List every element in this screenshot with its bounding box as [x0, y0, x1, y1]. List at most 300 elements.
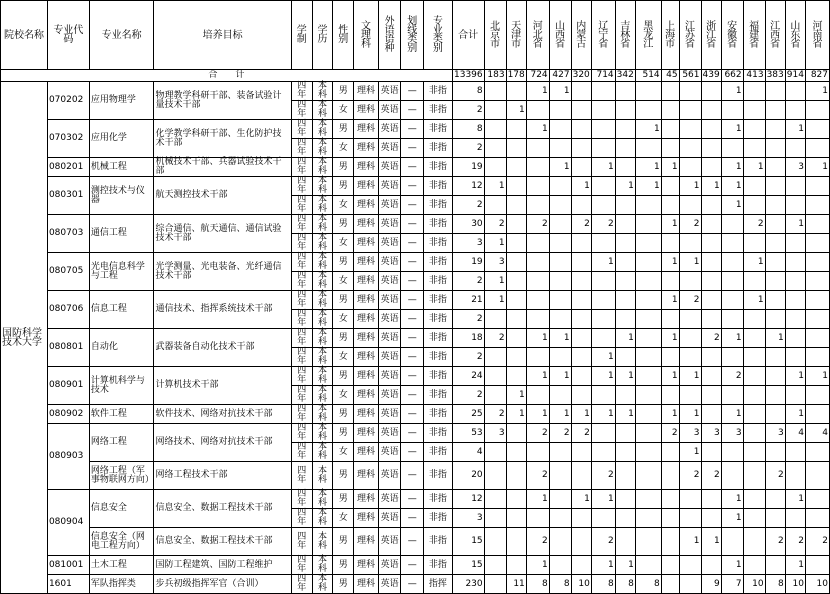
- province-quota: [805, 139, 829, 158]
- major-name: 土木工程: [89, 556, 154, 575]
- duration: 四年: [291, 177, 312, 196]
- province-quota: 1: [805, 367, 829, 386]
- duration: 四年: [291, 462, 312, 490]
- subject-track: 理科: [354, 139, 379, 158]
- province-quota: [506, 120, 526, 139]
- province-quota: 8: [549, 575, 571, 594]
- province-quota: [591, 272, 615, 291]
- gender: 男: [333, 405, 354, 424]
- province-quota: 1: [549, 329, 571, 348]
- total-value: 714: [591, 70, 615, 82]
- duration: 四年: [291, 509, 312, 528]
- province-quota: 1: [679, 367, 701, 386]
- province-quota: [484, 443, 506, 462]
- province-quota: 2: [721, 367, 743, 386]
- row-total: 15: [452, 556, 484, 575]
- province-quota: 1: [701, 528, 721, 556]
- duration: 四年: [291, 82, 312, 101]
- province-quota: [679, 509, 701, 528]
- province-quota: [506, 158, 526, 177]
- table-row: [1, 177, 830, 196]
- major-category: 非指: [424, 386, 453, 405]
- province-quota: 1: [805, 82, 829, 101]
- gender: 男: [333, 291, 354, 310]
- province-quota: 1: [615, 367, 635, 386]
- province-quota: 4: [805, 424, 829, 443]
- major-category: 非指: [424, 424, 453, 443]
- language: 英语: [378, 556, 401, 575]
- gender: 女: [333, 234, 354, 253]
- duration: 四年: [291, 196, 312, 215]
- total-value: 178: [507, 70, 525, 80]
- province-quota: [701, 367, 721, 386]
- table-row: [1, 253, 830, 272]
- province-quota: 1: [484, 291, 506, 310]
- major-category: 非指: [424, 462, 453, 490]
- province-quota: [701, 443, 721, 462]
- province-quota: [679, 158, 701, 177]
- total-value: 383: [766, 70, 784, 80]
- province-quota: 1: [661, 329, 679, 348]
- major-category: 非指: [424, 367, 453, 386]
- province-quota: 1: [591, 556, 615, 575]
- province-quota: 8: [635, 575, 661, 594]
- row-total: 18: [452, 329, 484, 348]
- province-quota: [635, 367, 661, 386]
- major-code: 080904: [47, 490, 89, 556]
- major-category: 非指: [424, 405, 453, 424]
- province-quota: [635, 139, 661, 158]
- province-quota: [615, 253, 635, 272]
- row-total: 19: [452, 253, 484, 272]
- row-total: 2: [452, 386, 484, 405]
- province-quota: 1: [679, 528, 701, 556]
- province-quota: [785, 386, 805, 405]
- province-quota: [484, 120, 506, 139]
- province-quota: 1: [661, 291, 679, 310]
- province-quota: [805, 291, 829, 310]
- province-quota: [506, 424, 526, 443]
- province-quota: 1: [591, 405, 615, 424]
- province-quota: [805, 405, 829, 424]
- province-quota: 1: [743, 158, 765, 177]
- province-quota: [701, 291, 721, 310]
- province-quota: 1: [635, 177, 661, 196]
- province-quota: 1: [506, 101, 526, 120]
- province-quota: 2: [591, 215, 615, 234]
- province-header: 河 北 省: [526, 1, 549, 70]
- province-quota: [484, 528, 506, 556]
- province-quota: [484, 82, 506, 101]
- province-quota: [549, 101, 571, 120]
- training-goal: 机械技术干部、兵器试验技术干部: [154, 158, 291, 177]
- degree: 本科: [312, 291, 333, 310]
- degree: 本科: [312, 196, 333, 215]
- province-quota: 2: [661, 424, 679, 443]
- province-header: 浙 江 省: [701, 1, 721, 70]
- major-category: 非指: [424, 348, 453, 367]
- major-category: 非指: [424, 291, 453, 310]
- province-quota: 3: [484, 253, 506, 272]
- province-quota: [661, 556, 679, 575]
- province-quota: [635, 291, 661, 310]
- gender: 男: [333, 490, 354, 509]
- major-code: 080201: [47, 158, 89, 177]
- province-quota: [526, 234, 549, 253]
- province-quota: 1: [591, 253, 615, 272]
- column-header: 划 线 类 别: [401, 1, 424, 70]
- row-total: 53: [452, 424, 484, 443]
- cutoff-category: —: [401, 348, 424, 367]
- major-category: 非指: [424, 253, 453, 272]
- province-quota: 1: [679, 405, 701, 424]
- province-quota: [679, 139, 701, 158]
- province-quota: [743, 139, 765, 158]
- province-quota: [785, 82, 805, 101]
- table-row: [1, 291, 830, 310]
- column-header: 学 制: [291, 1, 312, 70]
- province-quota: [591, 139, 615, 158]
- degree: 本科: [312, 424, 333, 443]
- province-quota: [765, 139, 785, 158]
- major-name: 自动化: [89, 329, 154, 367]
- province-quota: [679, 120, 701, 139]
- province-quota: 9: [701, 575, 721, 594]
- gender: 女: [333, 310, 354, 329]
- duration: 四年: [291, 528, 312, 556]
- province-quota: [615, 528, 635, 556]
- province-header: 山 西 省: [549, 1, 571, 70]
- province-quota: 10: [571, 575, 591, 594]
- province-quota: [661, 82, 679, 101]
- province-quota: [615, 196, 635, 215]
- province-quota: [635, 348, 661, 367]
- province-quota: 1: [506, 386, 526, 405]
- gender: 男: [333, 82, 354, 101]
- degree: 本科: [312, 120, 333, 139]
- province-quota: [701, 386, 721, 405]
- province-quota: 2: [571, 215, 591, 234]
- cutoff-category: —: [401, 291, 424, 310]
- degree: 本科: [312, 509, 333, 528]
- province-quota: 1: [591, 367, 615, 386]
- province-quota: [765, 177, 785, 196]
- university-name: 国防科学技术大学: [1, 82, 48, 594]
- total-value: 662: [721, 70, 743, 82]
- province-quota: [785, 348, 805, 367]
- province-quota: [679, 575, 701, 594]
- province-quota: [805, 177, 829, 196]
- province-quota: [506, 253, 526, 272]
- province-quota: [701, 310, 721, 329]
- province-quota: [743, 348, 765, 367]
- cutoff-category: —: [401, 120, 424, 139]
- province-quota: [591, 443, 615, 462]
- province-quota: [679, 82, 701, 101]
- subject-track: 理科: [354, 101, 379, 120]
- province-quota: [765, 234, 785, 253]
- degree: 本科: [312, 405, 333, 424]
- province-quota: 1: [785, 556, 805, 575]
- province-quota: [506, 139, 526, 158]
- province-quota: 1: [679, 253, 701, 272]
- province-quota: [785, 177, 805, 196]
- gender: 女: [333, 348, 354, 367]
- column-header: 培养目标: [154, 1, 291, 70]
- major-category: 非指: [424, 329, 453, 348]
- subject-track: 理科: [354, 310, 379, 329]
- province-quota: 8: [591, 575, 615, 594]
- province-quota: [571, 196, 591, 215]
- province-quota: [765, 196, 785, 215]
- province-quota: 1: [721, 329, 743, 348]
- province-quota: [743, 509, 765, 528]
- province-quota: 8: [526, 575, 549, 594]
- province-quota: [571, 528, 591, 556]
- subject-track: 理科: [354, 253, 379, 272]
- major-name: 应用物理学: [89, 82, 154, 120]
- language: 英语: [378, 234, 401, 253]
- row-total: 25: [452, 405, 484, 424]
- province-quota: 3: [765, 424, 785, 443]
- total-value: 13396: [454, 70, 483, 80]
- province-quota: [805, 490, 829, 509]
- language: 英语: [378, 462, 401, 490]
- major-name: 计算机科学与技术: [89, 367, 154, 405]
- degree: 本科: [312, 253, 333, 272]
- province-quota: [615, 443, 635, 462]
- training-goal: 国防工程建筑、国防工程维护: [154, 556, 291, 575]
- province-quota: [743, 405, 765, 424]
- column-header: 文 理 科: [354, 1, 379, 70]
- province-quota: 1: [721, 177, 743, 196]
- row-total: 19: [452, 158, 484, 177]
- province-quota: [526, 509, 549, 528]
- province-quota: [591, 291, 615, 310]
- language: 英语: [378, 139, 401, 158]
- province-quota: 1: [549, 367, 571, 386]
- province-quota: 1: [615, 177, 635, 196]
- total-value: 413: [743, 70, 765, 82]
- province-quota: 1: [721, 556, 743, 575]
- cutoff-category: —: [401, 509, 424, 528]
- duration: 四年: [291, 139, 312, 158]
- province-quota: [701, 272, 721, 291]
- table-row: [1, 462, 830, 490]
- province-quota: [635, 234, 661, 253]
- cutoff-category: —: [401, 177, 424, 196]
- province-quota: [506, 490, 526, 509]
- table-row: [1, 528, 830, 556]
- subject-track: 理科: [354, 443, 379, 462]
- subject-track: 理科: [354, 291, 379, 310]
- cutoff-category: —: [401, 310, 424, 329]
- total-label: 合 计: [1, 70, 453, 82]
- province-quota: [635, 443, 661, 462]
- province-quota: 8: [615, 575, 635, 594]
- province-quota: 1: [571, 405, 591, 424]
- cutoff-category: —: [401, 424, 424, 443]
- language: 英语: [378, 509, 401, 528]
- province-quota: [549, 509, 571, 528]
- gender: 女: [333, 386, 354, 405]
- subject-track: 理科: [354, 234, 379, 253]
- cutoff-category: —: [401, 462, 424, 490]
- subject-track: 理科: [354, 556, 379, 575]
- province-quota: [549, 443, 571, 462]
- province-quota: [526, 253, 549, 272]
- province-quota: [571, 234, 591, 253]
- degree: 本科: [312, 443, 333, 462]
- province-quota: 2: [571, 424, 591, 443]
- gender: 男: [333, 253, 354, 272]
- province-header: 黑 龙 江: [635, 1, 661, 70]
- province-quota: [805, 348, 829, 367]
- table-row: [1, 556, 830, 575]
- gender: 女: [333, 101, 354, 120]
- duration: 四年: [291, 490, 312, 509]
- total-row: [1, 70, 830, 82]
- province-quota: 10: [743, 575, 765, 594]
- province-quota: [635, 528, 661, 556]
- province-quota: [506, 196, 526, 215]
- province-quota: 2: [743, 215, 765, 234]
- training-goal: 信息安全、数据工程技术干部: [154, 490, 291, 528]
- major-name: 光电信息科学与工程: [89, 253, 154, 291]
- province-quota: 1: [526, 556, 549, 575]
- total-value: 45: [661, 70, 679, 82]
- major-category: 非指: [424, 196, 453, 215]
- language: 英语: [378, 101, 401, 120]
- gender: 男: [333, 215, 354, 234]
- province-quota: 2: [785, 528, 805, 556]
- major-name: 军队指挥类: [89, 575, 154, 594]
- degree: 本科: [312, 158, 333, 177]
- province-quota: [526, 101, 549, 120]
- province-quota: 2: [805, 528, 829, 556]
- province-quota: [661, 234, 679, 253]
- province-quota: [743, 443, 765, 462]
- cutoff-category: —: [401, 215, 424, 234]
- row-total: 12: [452, 490, 484, 509]
- province-quota: [615, 234, 635, 253]
- province-quota: [571, 272, 591, 291]
- province-quota: [661, 575, 679, 594]
- province-quota: [679, 348, 701, 367]
- total-value: 427: [549, 70, 571, 82]
- province-quota: [785, 509, 805, 528]
- province-quota: [526, 177, 549, 196]
- duration: 四年: [291, 234, 312, 253]
- province-quota: [571, 348, 591, 367]
- total-value: 561: [679, 70, 701, 82]
- row-total: 3: [452, 234, 484, 253]
- province-quota: 2: [484, 329, 506, 348]
- province-quota: [701, 139, 721, 158]
- province-quota: [571, 556, 591, 575]
- province-quota: [526, 310, 549, 329]
- province-quota: 3: [679, 424, 701, 443]
- province-header: 上 海 市: [661, 1, 679, 70]
- province-quota: [701, 234, 721, 253]
- major-name: 测控技术与仪器: [89, 177, 154, 215]
- degree: 本科: [312, 310, 333, 329]
- province-quota: [721, 234, 743, 253]
- province-quota: [506, 82, 526, 101]
- province-quota: [635, 101, 661, 120]
- province-quota: [591, 120, 615, 139]
- province-quota: 2: [591, 462, 615, 490]
- province-quota: 1: [526, 82, 549, 101]
- province-quota: 2: [484, 405, 506, 424]
- major-code: 1601: [47, 575, 89, 594]
- major-category: 非指: [424, 120, 453, 139]
- major-category: 指挥: [424, 575, 453, 594]
- province-quota: [506, 528, 526, 556]
- cutoff-category: —: [401, 443, 424, 462]
- province-quota: 1: [635, 120, 661, 139]
- province-quota: [549, 196, 571, 215]
- province-header: 吉 林 省: [615, 1, 635, 70]
- province-quota: [615, 82, 635, 101]
- province-quota: 1: [591, 158, 615, 177]
- province-quota: [743, 234, 765, 253]
- province-quota: [549, 234, 571, 253]
- province-quota: [785, 196, 805, 215]
- province-quota: 2: [679, 215, 701, 234]
- province-quota: 2: [526, 528, 549, 556]
- province-quota: [571, 367, 591, 386]
- province-quota: 1: [785, 215, 805, 234]
- province-quota: [805, 509, 829, 528]
- province-quota: [661, 348, 679, 367]
- major-category: 非指: [424, 528, 453, 556]
- province-quota: 1: [721, 196, 743, 215]
- province-quota: [549, 253, 571, 272]
- province-quota: [765, 291, 785, 310]
- province-quota: 2: [679, 462, 701, 490]
- column-header: 学 历: [312, 1, 333, 70]
- province-quota: [661, 490, 679, 509]
- degree: 本科: [312, 272, 333, 291]
- province-quota: [765, 386, 785, 405]
- degree: 本科: [312, 462, 333, 490]
- duration: 四年: [291, 272, 312, 291]
- degree: 本科: [312, 367, 333, 386]
- province-header: 北 京 市: [484, 1, 506, 70]
- subject-track: 理科: [354, 177, 379, 196]
- row-total: 2: [452, 272, 484, 291]
- province-quota: [701, 253, 721, 272]
- province-quota: [591, 196, 615, 215]
- province-quota: [765, 443, 785, 462]
- province-quota: [805, 443, 829, 462]
- province-quota: [743, 490, 765, 509]
- cutoff-category: —: [401, 575, 424, 594]
- province-quota: 1: [484, 177, 506, 196]
- major-code: 070302: [47, 120, 89, 158]
- province-quota: [484, 158, 506, 177]
- province-quota: 1: [721, 120, 743, 139]
- major-category: 非指: [424, 490, 453, 509]
- province-quota: [484, 367, 506, 386]
- province-quota: 1: [615, 405, 635, 424]
- province-quota: [743, 386, 765, 405]
- province-quota: [743, 556, 765, 575]
- training-goal: 软件技术、网络对抗技术干部: [154, 405, 291, 424]
- province-quota: 1: [484, 272, 506, 291]
- row-total: 2: [452, 196, 484, 215]
